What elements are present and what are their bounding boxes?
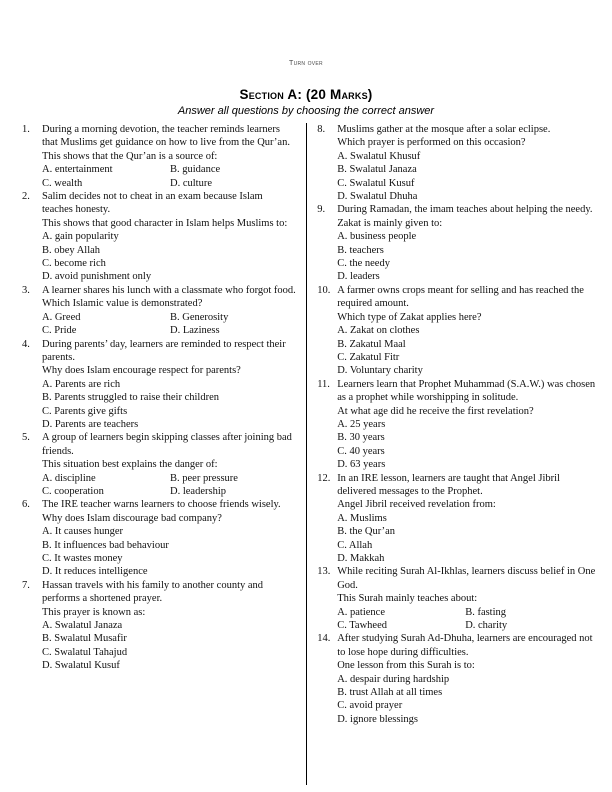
question-item — [22, 579, 296, 673]
question-stem-line: While reciting Surah Al-Ikhlas, learners discuss belief in One God. — [337, 566, 596, 591]
question-stem-line: This shows that good character in Islam helps Muslims to: — [42, 217, 288, 229]
option-cell: B. Generosity — [170, 311, 229, 323]
option-cell: D. Swalatul Dhuha — [337, 191, 418, 203]
option-cell: B. the Qur’an — [337, 526, 396, 538]
question-stem-line: Why does Islam discourage bad company? — [42, 512, 222, 524]
option-row — [42, 177, 296, 190]
option-row — [42, 405, 296, 418]
option-cell: D. leaders — [337, 271, 380, 283]
option-cell: A. gain popularity — [42, 231, 119, 243]
option-row — [42, 472, 296, 485]
option-cell: A. Greed — [42, 311, 81, 323]
option-row — [337, 418, 598, 431]
option-cell: D. Voluntary charity — [337, 365, 423, 377]
question-number: 10. — [317, 284, 331, 296]
option-cell: D. 63 years — [337, 459, 386, 471]
option-cell: B. Parents struggled to raise their children — [42, 392, 219, 404]
option-row — [42, 163, 296, 176]
option-row — [337, 713, 598, 726]
option-cell: B. Swalatul Janaza — [337, 164, 417, 176]
option-row — [42, 552, 296, 565]
question-column-right — [317, 123, 598, 785]
option-cell: B. fasting — [465, 606, 507, 618]
question-body — [337, 203, 598, 283]
question-stem-line: During a morning devotion, the teacher reminds learners that Muslims get guidance on how to live from the Qur’an. — [42, 124, 290, 149]
option-cell: D. avoid punishment only — [42, 271, 152, 283]
option-row — [42, 632, 296, 645]
question-stem-line: Zakat is mainly given to: — [337, 217, 443, 229]
question-stem-line: This prayer is known as: — [42, 606, 146, 618]
question-item — [317, 123, 598, 203]
option-cell: C. the needy — [337, 258, 390, 270]
option-row — [337, 445, 598, 458]
question-number: 8. — [317, 124, 326, 135]
option-cell: B. Swalatul Musafir — [42, 633, 127, 645]
option-cell: A. It causes hunger — [42, 526, 124, 538]
question-columns — [22, 123, 598, 785]
option-row — [337, 686, 598, 699]
question-body — [337, 565, 598, 632]
option-row — [337, 338, 598, 351]
option-cell: C. It wastes money — [42, 553, 123, 564]
question-number: 6. — [22, 499, 30, 511]
option-row — [42, 646, 296, 659]
option-cell: B. teachers — [337, 244, 384, 256]
question-number: 12. — [317, 472, 331, 484]
question-item — [317, 565, 598, 632]
option-cell: A. Swalatul Khusuf — [337, 150, 421, 162]
option-row — [42, 257, 296, 270]
question-stem-line: Why does Islam encourage respect for parents? — [42, 365, 241, 377]
option-cell: A. Parents are rich — [42, 378, 121, 390]
option-cell: D. Makkah — [337, 553, 385, 564]
question-item — [317, 632, 598, 726]
question-stem-line: Hassan travels with his family to another county and performs a shortened prayer. — [42, 579, 264, 605]
option-cell: C. 40 years — [337, 445, 385, 457]
option-row — [42, 311, 296, 324]
question-item — [317, 378, 598, 472]
option-cell: C. Pride — [42, 325, 77, 337]
option-cell: A. Swalatul Janaza — [42, 620, 123, 632]
option-cell: B. Zakatul Maal — [337, 338, 406, 350]
option-row — [42, 565, 296, 578]
option-row — [337, 673, 598, 686]
question-number: 1. — [22, 124, 30, 135]
option-cell: B. guidance — [170, 164, 221, 176]
question-stem-line: The IRE teacher warns learners to choose friends wisely. — [42, 499, 281, 511]
question-item — [22, 190, 296, 284]
question-stem-line: Muslims gather at the mosque after a solar eclipse. — [337, 124, 551, 135]
question-item — [317, 203, 598, 283]
option-cell: B. It influences bad behaviour — [42, 539, 169, 551]
option-row — [42, 378, 296, 391]
option-row — [42, 619, 296, 632]
question-number: 7. — [22, 579, 30, 591]
question-body — [42, 498, 296, 578]
option-cell: C. Allah — [337, 539, 373, 551]
option-cell: D. ignore blessings — [337, 713, 418, 725]
option-cell: B. obey Allah — [42, 244, 101, 256]
question-body — [42, 579, 296, 673]
question-item — [317, 472, 598, 566]
question-stem-line: During Ramadan, the imam teaches about helping the needy. — [337, 204, 593, 216]
question-stem-line: A farmer owns crops meant for selling and has reached the required amount. — [337, 284, 584, 310]
question-item — [22, 123, 296, 190]
option-cell: A. patience — [337, 606, 385, 618]
option-cell: C. avoid prayer — [337, 700, 403, 712]
question-stem-line: This situation best explains the danger of: — [42, 459, 218, 471]
question-stem-line: Angel Jibril received revelation from: — [337, 499, 496, 511]
question-stem-line: Salim decides not to cheat in an exam because Islam teaches honesty. — [42, 191, 263, 216]
option-row — [337, 190, 598, 203]
question-number: 4. — [22, 338, 30, 350]
option-row — [337, 351, 598, 364]
question-number: 13. — [317, 566, 331, 578]
question-number: 5. — [22, 432, 30, 444]
question-number: 3. — [22, 284, 30, 296]
option-row — [42, 230, 296, 243]
option-row — [337, 619, 598, 632]
option-cell: A. Muslims — [337, 512, 387, 524]
option-cell: B. trust Allah at all times — [337, 687, 443, 699]
option-row — [42, 659, 296, 672]
option-cell: B. 30 years — [337, 432, 385, 444]
question-stem-line: After studying Surah Ad-Dhuha, learners are encouraged not to lose hope during difficulties. — [337, 633, 593, 658]
option-row — [42, 539, 296, 552]
option-row — [42, 270, 296, 283]
turn-over-note: Turn over — [289, 60, 323, 67]
question-column-left — [22, 123, 296, 785]
question-number: 9. — [317, 204, 326, 216]
option-cell: A. business people — [337, 231, 417, 243]
question-stem-line: At what age did he receive the first revelation? — [337, 405, 534, 417]
option-row — [337, 525, 598, 538]
option-row — [337, 244, 598, 257]
option-row — [337, 150, 598, 163]
question-body — [337, 378, 598, 472]
option-row — [337, 163, 598, 176]
question-item — [22, 431, 296, 498]
option-row — [337, 364, 598, 377]
option-cell: C. Zakatul Fitr — [337, 351, 400, 363]
option-cell: A. Zakat on clothes — [337, 325, 420, 337]
option-row — [42, 244, 296, 257]
option-row — [337, 177, 598, 190]
question-item — [22, 338, 296, 432]
option-row — [42, 391, 296, 404]
option-row — [337, 270, 598, 283]
question-body — [42, 338, 296, 432]
option-cell: D. It reduces intelligence — [42, 566, 148, 578]
option-row — [337, 230, 598, 243]
question-item — [22, 498, 296, 578]
question-body — [337, 472, 598, 566]
option-cell: D. Swalatul Kusuf — [42, 660, 120, 672]
option-row — [42, 525, 296, 538]
option-row — [337, 458, 598, 471]
column-divider — [306, 123, 307, 785]
option-cell: C. wealth — [42, 177, 83, 189]
option-row — [337, 431, 598, 444]
option-cell: C. Swalatul Tahajud — [42, 646, 128, 658]
option-cell: D. charity — [465, 620, 508, 632]
question-body — [337, 123, 598, 203]
question-stem-line: Which type of Zakat applies here? — [337, 311, 482, 323]
question-stem-line: Which prayer is performed on this occasion? — [337, 137, 526, 149]
option-row — [42, 418, 296, 431]
section-title: Section A: (20 Marks) — [239, 87, 373, 102]
question-item — [317, 284, 598, 378]
section-instruction: Answer all questions by choosing the correct answer — [177, 105, 435, 117]
option-cell: C. cooperation — [42, 485, 104, 497]
option-cell: D. Parents are teachers — [42, 418, 139, 430]
option-row — [337, 606, 598, 619]
question-body — [337, 632, 598, 726]
question-number: 14. — [317, 633, 331, 645]
option-cell: A. despair during hardship — [337, 673, 450, 685]
question-body — [42, 431, 296, 498]
option-row — [42, 324, 296, 337]
question-stem-line: Which Islamic value is demonstrated? — [42, 298, 203, 310]
question-number: 2. — [22, 191, 30, 203]
option-row — [337, 539, 598, 552]
question-body — [42, 123, 296, 190]
question-body — [337, 284, 598, 378]
option-cell: A. 25 years — [337, 418, 386, 430]
option-cell: D. Laziness — [170, 325, 220, 337]
question-stem-line: This Surah mainly teaches about: — [337, 593, 478, 605]
question-stem-line: This shows that the Qur’an is a source of: — [42, 150, 218, 162]
question-body — [42, 284, 296, 338]
option-cell: D. culture — [170, 177, 212, 189]
option-cell: A. discipline — [42, 472, 96, 484]
option-cell: D. leadership — [170, 485, 226, 497]
option-row — [337, 324, 598, 337]
question-item — [22, 284, 296, 338]
question-stem-line: A group of learners begin skipping classes after joining bad friends. — [42, 432, 292, 457]
question-stem-line: During parents’ day, learners are reminded to respect their parents. — [42, 338, 286, 363]
option-cell: C. Swalatul Kusuf — [337, 177, 415, 189]
option-cell: A. entertainment — [42, 164, 113, 176]
option-cell: C. become rich — [42, 258, 106, 270]
option-row — [337, 257, 598, 270]
option-row — [337, 512, 598, 525]
question-stem-line: A learner shares his lunch with a classmate who forgot food. — [42, 284, 296, 296]
question-number: 11. — [317, 378, 330, 390]
option-row — [337, 552, 598, 565]
option-cell: C. Tawheed — [337, 620, 387, 632]
question-stem-line: Learners learn that Prophet Muhammad (S.A.W.) was chosen as a prophet while worshipping in solitude. — [337, 378, 596, 404]
option-cell: C. Parents give gifts — [42, 405, 128, 417]
option-row — [337, 699, 598, 712]
option-cell: B. peer pressure — [170, 472, 238, 484]
option-row — [42, 485, 296, 498]
question-body — [42, 190, 296, 284]
question-stem-line: In an IRE lesson, learners are taught that Angel Jibril delivered messages to the Prophet. — [337, 472, 560, 497]
question-stem-line: One lesson from this Surah is to: — [337, 660, 475, 672]
